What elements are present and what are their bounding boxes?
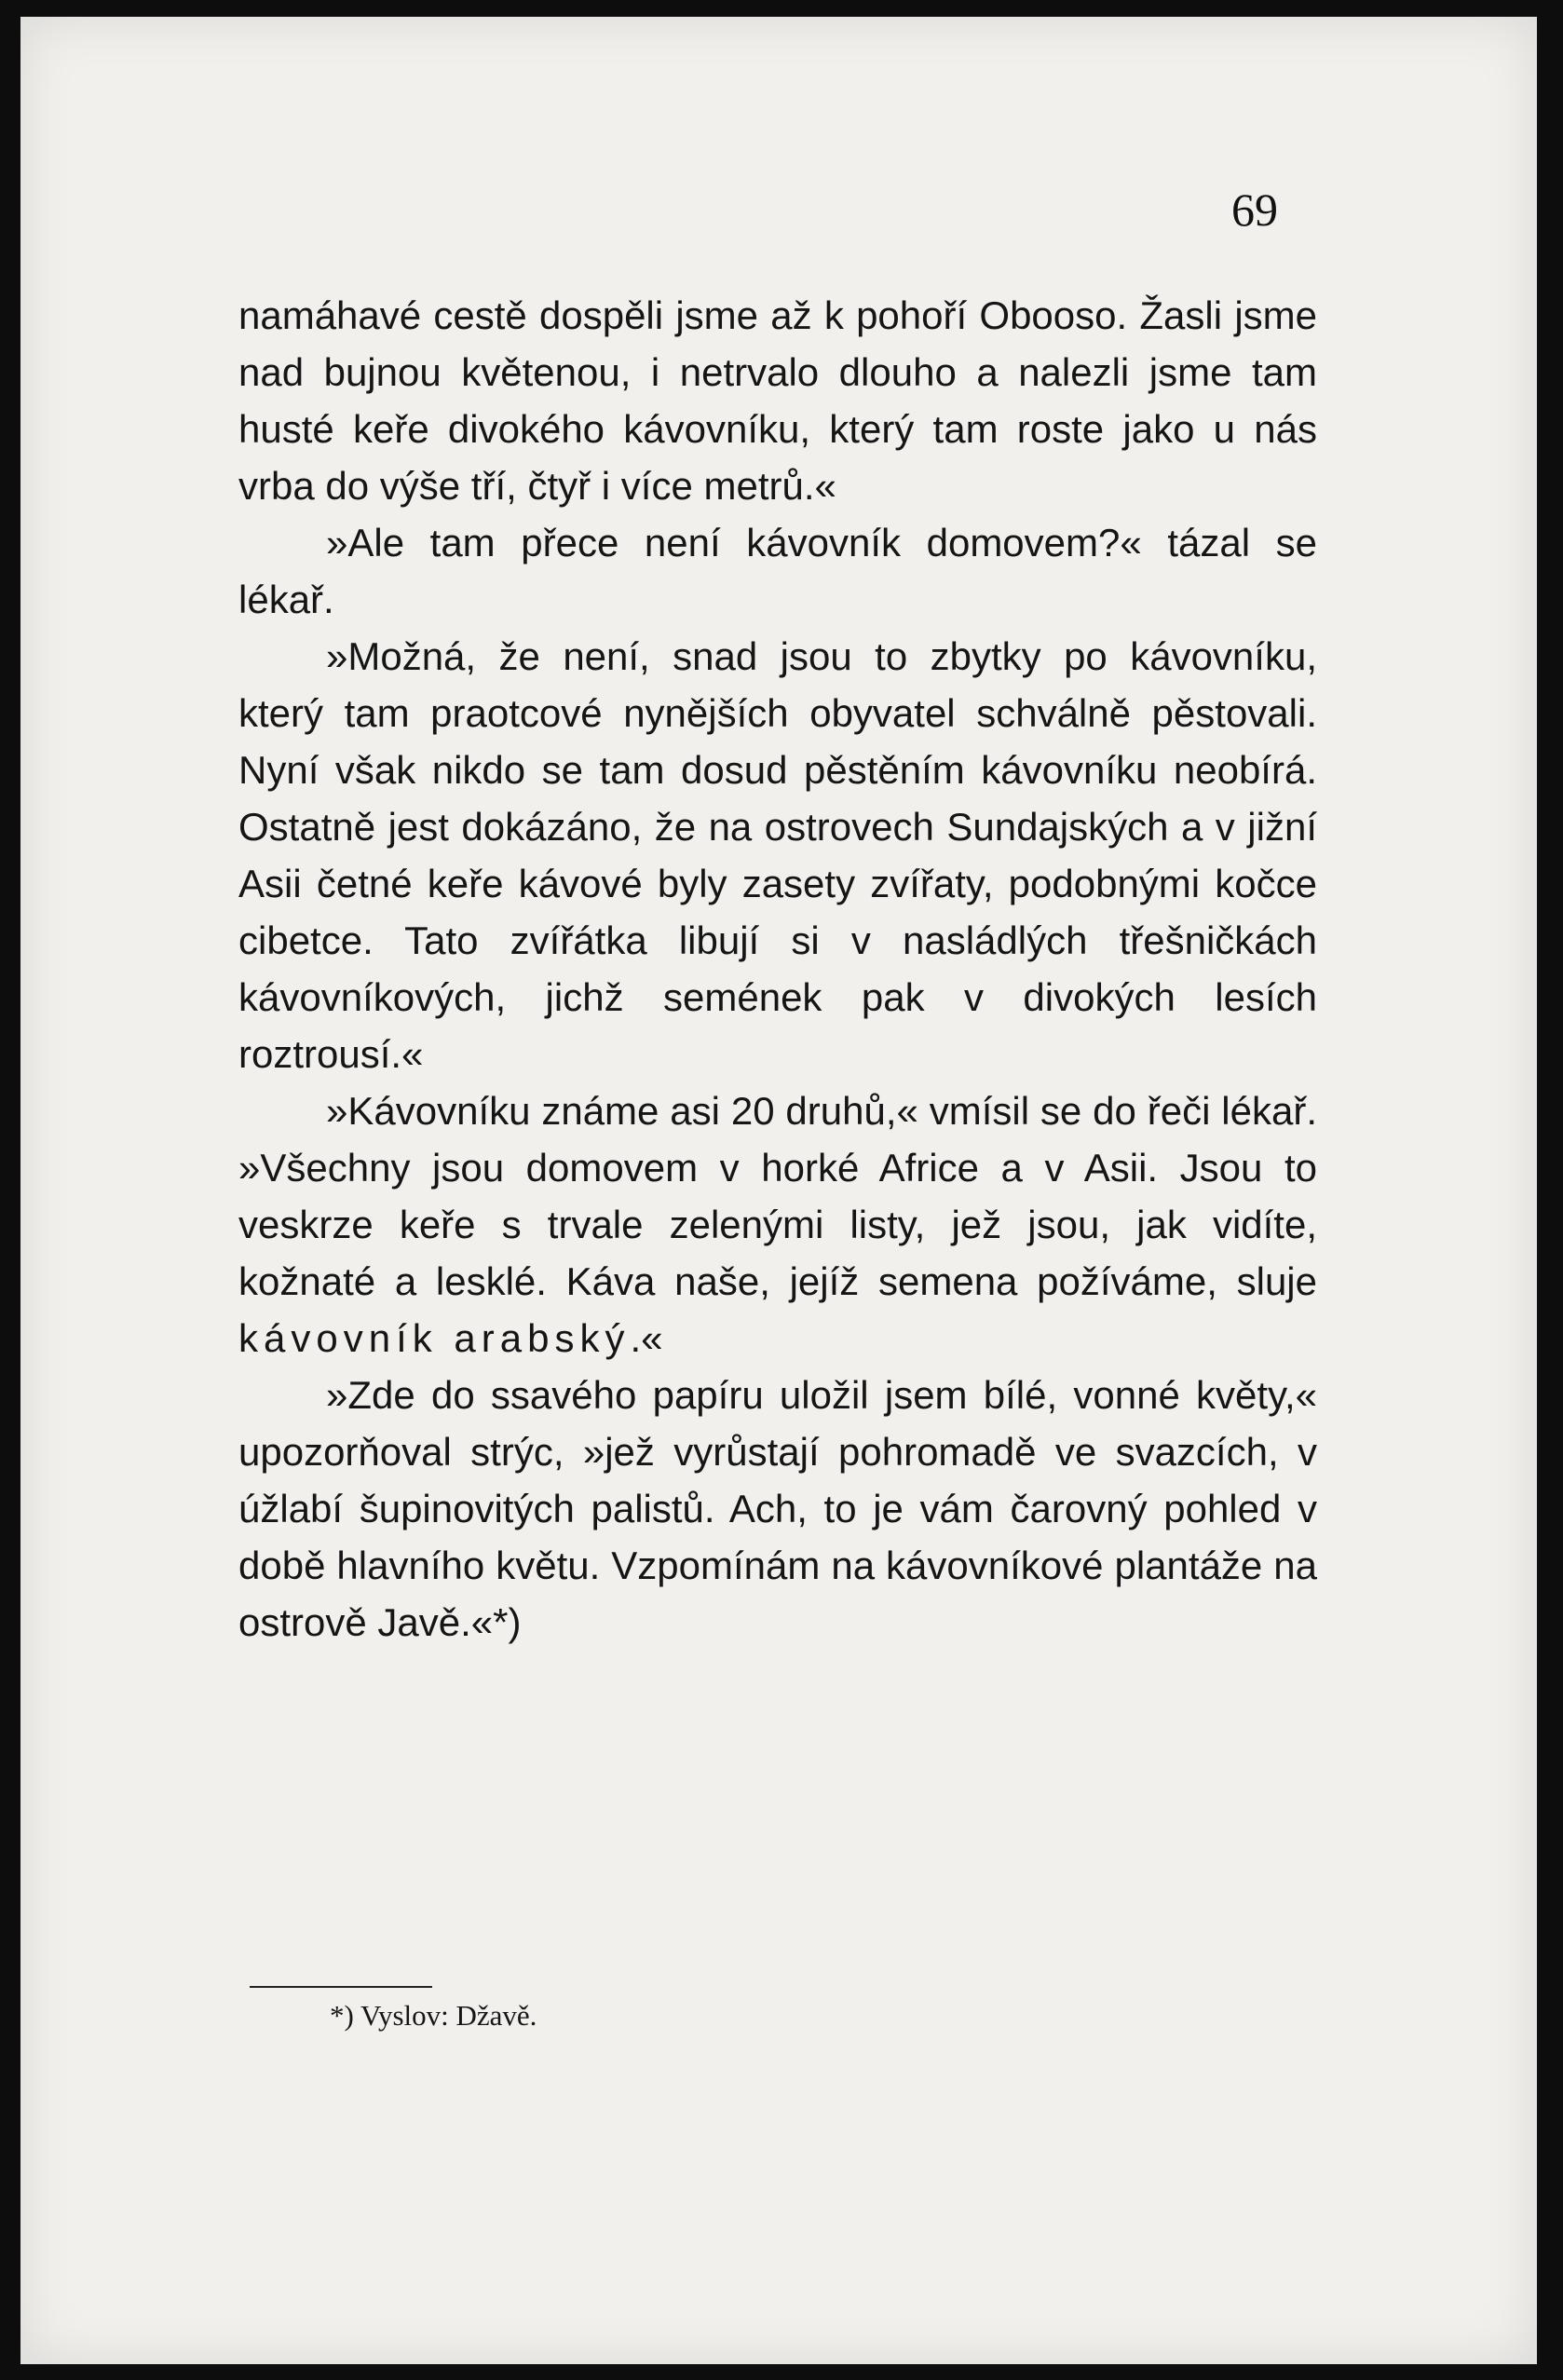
paragraph-4-end: .«	[630, 1316, 663, 1360]
paragraph-4-text: »Kávovníku známe asi 20 druhů,« vmísil se do řeči lékař. »Všechny jsou domovem v horké Africe a v Asii. Jsou to veskrze keře s trvale zelenými listy, jež jsou, jak vidíte, kožnaté a lesklé. Káva naše, jejíž semena požíváme, sluje	[238, 1089, 1317, 1303]
page-number: 69	[1231, 184, 1278, 236]
paragraph-4	[238, 1082, 1317, 1367]
paragraph-2: »Ale tam přece není kávovník domovem?« tázal se lékař.	[238, 521, 1317, 621]
paragraph-4-spaced-term: kávovník arabský	[238, 1316, 631, 1360]
book-page	[20, 17, 1537, 2364]
footnote-divider	[250, 1986, 432, 1988]
footnote: *) Vyslov: Džavě.	[330, 1999, 537, 2032]
paragraph-1: namáhavé cestě dospěli jsme až k pohoří Obooso. Žasli jsme nad bujnou květenou, i netrvalo dlouho a nalezli jsme tam husté keře divokého kávovníku, který tam roste jako u nás vrba do výše tří, čtyř i více metrů.«	[238, 293, 1317, 508]
paragraph-5: »Zde do ssavého papíru uložil jsem bílé, vonné květy,« upozorňoval strýc, »jež vyrůstají pohromadě ve svazcích, v úžlabí šupinovitých palistů. Ach, to je vám čarovný pohled v době hlavního květu. Vzpomínám na kávovníkové plantáže na ostrově Javě.«*)	[238, 1373, 1317, 1644]
paragraph-3: »Možná, že není, snad jsou to zbytky po kávovníku, který tam praotcové nynějších obyvatel schválně pěstovali. Nyní však nikdo se tam dosud pěstěním kávovníku neobírá. Ostatně jest dokázáno, že na ostrovech Sundajských a v jižní Asii četné keře kávové byly zasety zvířaty, podobnými kočce cibetce. Tato zvířátka libují si v nasládlých třešničkách kávovníkových, jichž semének pak v divokých lesích roztrousí.«	[238, 634, 1317, 1076]
body-text	[238, 287, 1317, 1651]
